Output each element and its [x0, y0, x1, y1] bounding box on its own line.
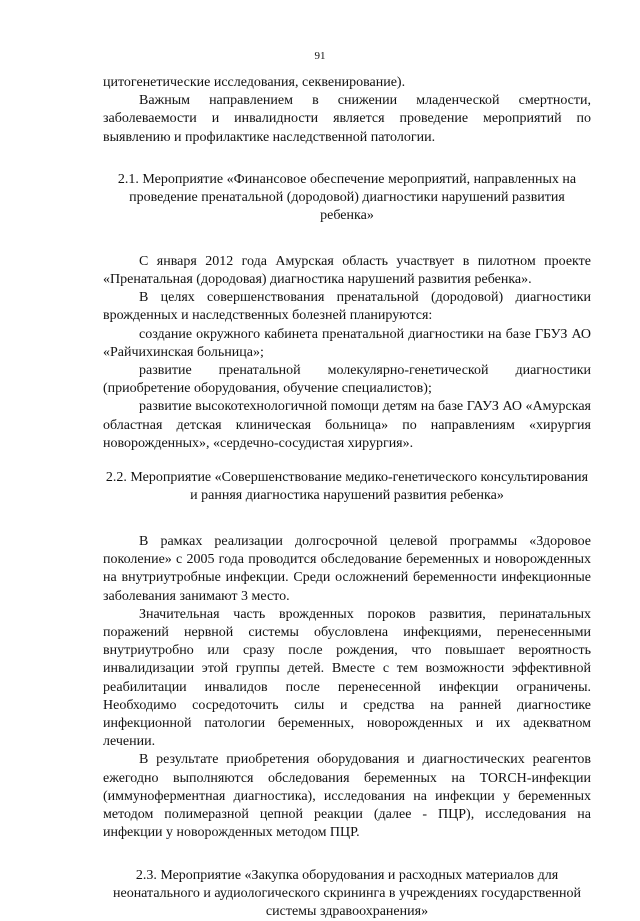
paragraph: Важным направлением в снижении младенческой смертности, заболеваемости и инвалидности является проведение мероприятий по выявлению и профилактике наследственной патологии. [103, 93, 591, 145]
page-number: 91 [314, 50, 326, 62]
paragraph: цитогенетические исследования, секвенирование). [103, 75, 406, 90]
paragraph: В целях совершенствования пренатальной (дородовой) диагностики врожденных и наследственных болезней планируются: [103, 290, 591, 324]
section-heading-2-1: 2.1. Мероприятие «Финансовое обеспечение мероприятий, направленных на проведение пренатальной (дородовой) диагностики нарушений развития ребенка» [117, 171, 577, 223]
section-heading-2-2: 2.2. Мероприятие «Совершенствование медико-генетического консультирования и ранняя диагностика нарушений развития ребенка» [105, 470, 589, 504]
paragraph: Значительная часть врожденных пороков развития, перинатальных поражений нервной системы обусловлена инфекциями, перенесенными внутриутробно или сразу после рождения, что повышает вероятность инвалидизации этой группы детей. Вместе с тем возможности эффективной реабилитации инвалидов после перенесенной инфекции ограничены. Необходимо сосредоточить силы и средства на ранней диагностике инфекционной патологии беременных, новорожденных и их адекватном лечении. [103, 606, 591, 750]
list-item: создание окружного кабинета пренатальной диагностики на базе ГБУЗ АО «Райчихинская больница»; [103, 326, 591, 360]
paragraph: В рамках реализации долгосрочной целевой программы «Здоровое поколение» с 2005 года проводится обследование беременных и новорожденных на внутриутробные инфекции. Среди осложнений беременности инфекционные заболевания занимают 3 место. [103, 534, 591, 604]
page-content [103, 74, 591, 921]
section-heading-2-3: 2.3. Мероприятие «Закупка оборудования и расходных материалов для неонатального и аудиологического скрининга в учреждениях государственной системы здравоохранения» [112, 867, 581, 919]
list-item: развитие высокотехнологичной помощи детям на базе ГАУЗ АО «Амурская областная детская клиническая больница» по направлениям «хирургия новорожденных», «сердечно-сосудистая хирургия». [103, 399, 591, 451]
list-item: развитие пренатальной молекулярно-генетической диагностики (приобретение оборудования, обучение специалистов); [103, 363, 591, 397]
paragraph: С января 2012 года Амурская область участвует в пилотном проекте «Пренатальная (дородовая) диагностика нарушений развития ребенка». [103, 253, 591, 288]
paragraph: В результате приобретения оборудования и диагностических реагентов ежегодно выполняются обследования беременных на TORCH-инфекции (иммуноферментная диагностика), исследования на инфекции у беременных методом полимеразной цепной реакции (далее - ПЦР), исследования на инфекции у новорожденных методом ПЦР. [103, 752, 591, 841]
